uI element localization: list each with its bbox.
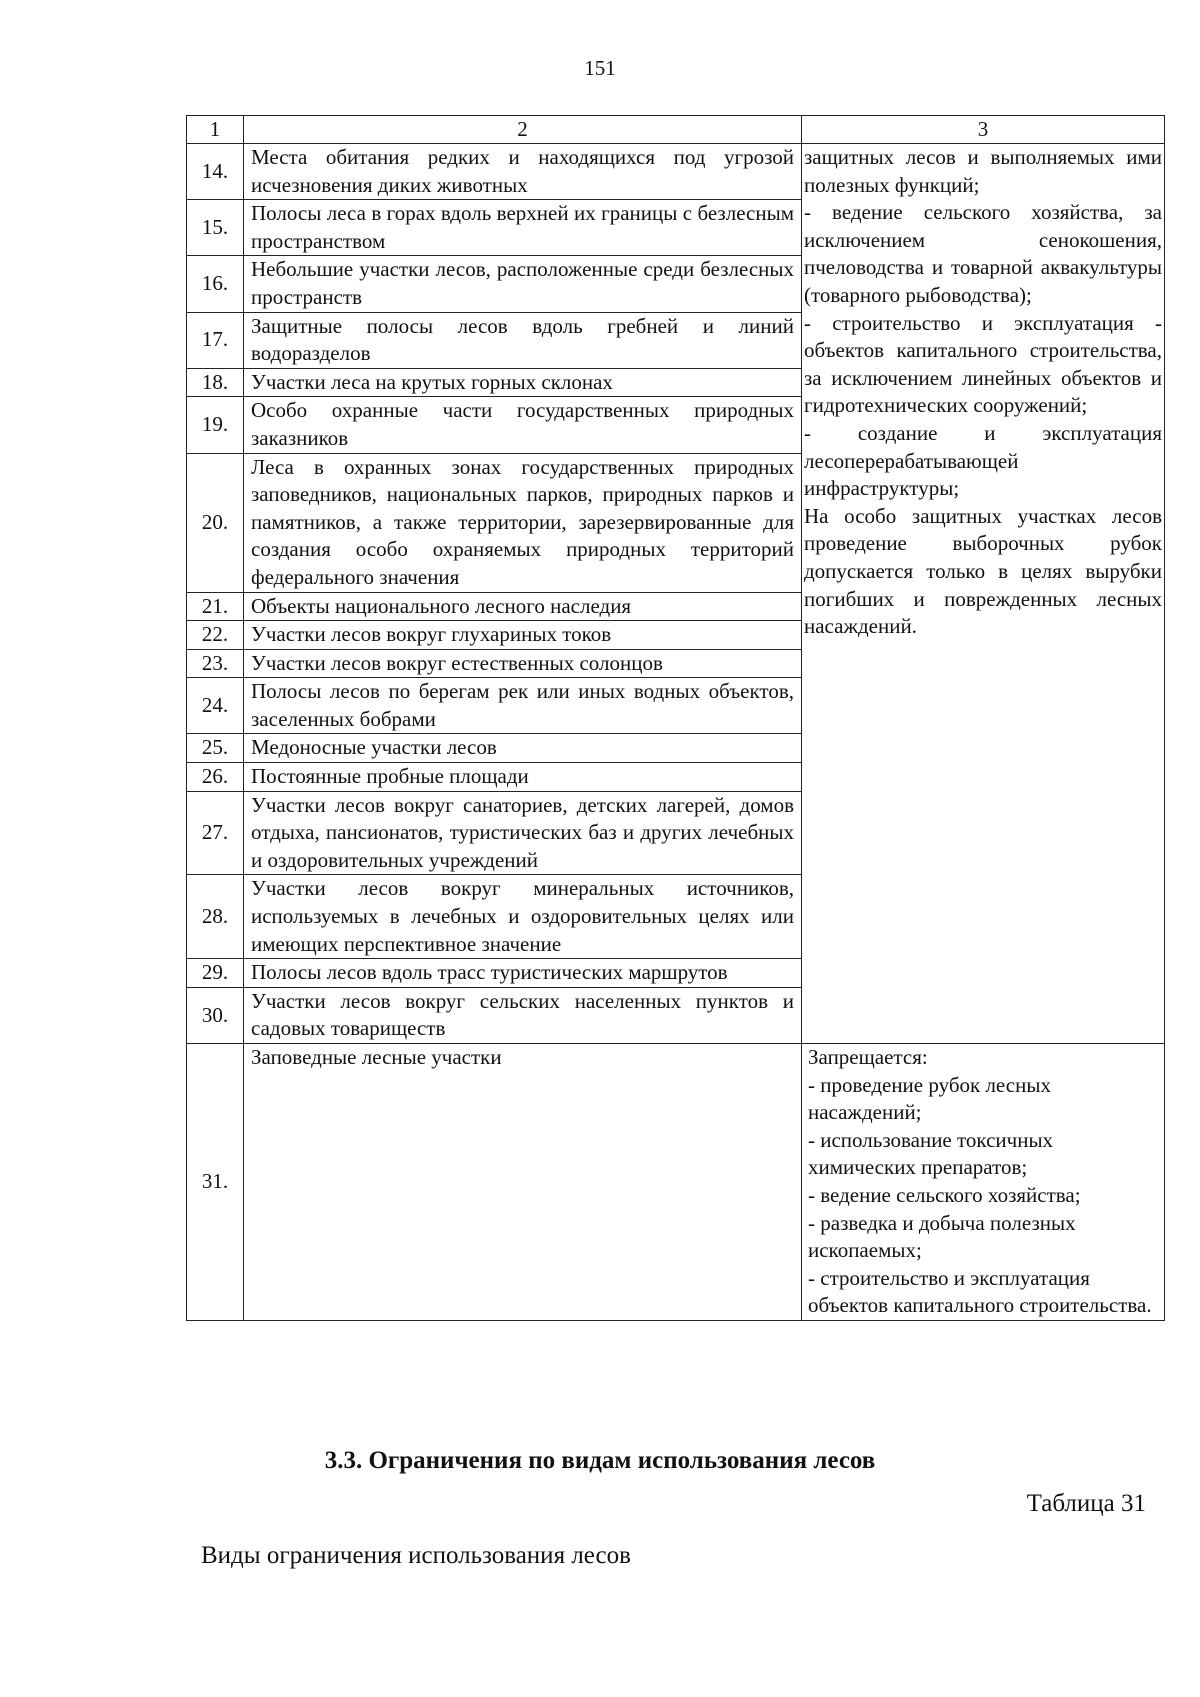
- row-name-cell: Участки лесов вокруг глухариных токов: [244, 621, 802, 650]
- row-number-cell: 22.: [187, 621, 244, 650]
- restrictions-group-cell: защитных лесов и выполняемых ими полезных функций; - ведение сельского хозяйства, за исключением сенокошения, пчеловодства и товарной аквакультуры (товарного рыбоводства); - строительство и эксплуатация - объектов капитального строительства, за исключением линейных объектов и гидротехнических сооружений; - создание и эксплуатация лесоперерабатывающей инфраструктуры; На особо защитных участках лесов проведение выборочных рубок допускается только в целях вырубки погибших и поврежденных лесных насаждений.: [802, 144, 1165, 1044]
- row31-restrictions-cell: Запрещается: - проведение рубок лесных насаждений; - использование токсичных химических препаратов; - ведение сельского хозяйства; - разведка и добыча полезных ископаемых; - строительство и эксплуатация объектов капитального строительства.: [802, 1044, 1165, 1321]
- row-name-cell: Участки леса на крутых горных склонах: [244, 368, 802, 397]
- row-name-cell: Леса в охранных зонах государственных природных заповедников, национальных парков, природных парков и памятников, а также территории, зарезервированные для создания особо охраняемых природных территорий федерального значения: [244, 453, 802, 592]
- row-name-cell: Объекты национального лесного наследия: [244, 592, 802, 621]
- row-number-cell: 25.: [187, 734, 244, 763]
- page-number: 151: [584, 56, 616, 80]
- row-number-cell: 24.: [187, 678, 244, 734]
- row-number-cell: 27.: [187, 791, 244, 875]
- row-number-cell: 17.: [187, 312, 244, 368]
- row-number-cell: 16.: [187, 256, 244, 312]
- table-row: [187, 144, 1165, 200]
- row-number-cell: 15.: [187, 200, 244, 256]
- row-number-cell: 21.: [187, 592, 244, 621]
- row-number-cell: 26.: [187, 763, 244, 792]
- section-heading: 3.3. Ограничения по видам использования лесов: [324, 1447, 876, 1474]
- table-header-row: [187, 116, 1165, 144]
- row-number-cell: 23.: [187, 649, 244, 678]
- header-cell-col3: 3: [802, 116, 1165, 144]
- row-name-cell: Полосы лесов по берегам рек или иных водных объектов, заселенных бобрами: [244, 678, 802, 734]
- row-name-cell: Особо охранные части государственных природных заказников: [244, 397, 802, 453]
- row-number-cell: 18.: [187, 368, 244, 397]
- table-label: Таблица 31: [1026, 1490, 1146, 1517]
- row-name-cell: Небольшие участки лесов, расположенные среди безлесных пространств: [244, 256, 802, 312]
- row-name-cell: Постоянные пробные площади: [244, 763, 802, 792]
- header-cell-col2: 2: [244, 116, 802, 144]
- row-name-cell: Заповедные лесные участки: [244, 1044, 802, 1321]
- header-cell-col1: 1: [187, 116, 244, 144]
- row-number-cell: 20.: [187, 453, 244, 592]
- row-number-cell: 28.: [187, 875, 244, 959]
- row-name-cell: Полосы леса в горах вдоль верхней их границы с безлесным пространством: [244, 200, 802, 256]
- row-number-cell: 30.: [187, 987, 244, 1043]
- row-number-cell: 31.: [187, 1044, 244, 1321]
- row-number-cell: 14.: [187, 144, 244, 200]
- row-number-cell: 29.: [187, 959, 244, 988]
- table-caption: Виды ограничения использования лесов: [201, 1542, 631, 1569]
- row-name-cell: Защитные полосы лесов вдоль гребней и линий водоразделов: [244, 312, 802, 368]
- row-name-cell: Участки лесов вокруг минеральных источников, используемых в лечебных и оздоровительных целях или имеющих перспективное значение: [244, 875, 802, 959]
- row-name-cell: Медоносные участки лесов: [244, 734, 802, 763]
- table-row: [187, 1044, 1165, 1321]
- row-name-cell: Места обитания редких и находящихся под угрозой исчезновения диких животных: [244, 144, 802, 200]
- row-name-cell: Полосы лесов вдоль трасс туристических маршрутов: [244, 959, 802, 988]
- row-name-cell: Участки лесов вокруг санаториев, детских лагерей, домов отдыха, пансионатов, туристических баз и других лечебных и оздоровительных учреждений: [244, 791, 802, 875]
- row-name-cell: Участки лесов вокруг сельских населенных пунктов и садовых товариществ: [244, 987, 802, 1043]
- forest-restrictions-table: [186, 115, 1165, 1321]
- row-name-cell: Участки лесов вокруг естественных солонцов: [244, 649, 802, 678]
- row-number-cell: 19.: [187, 397, 244, 453]
